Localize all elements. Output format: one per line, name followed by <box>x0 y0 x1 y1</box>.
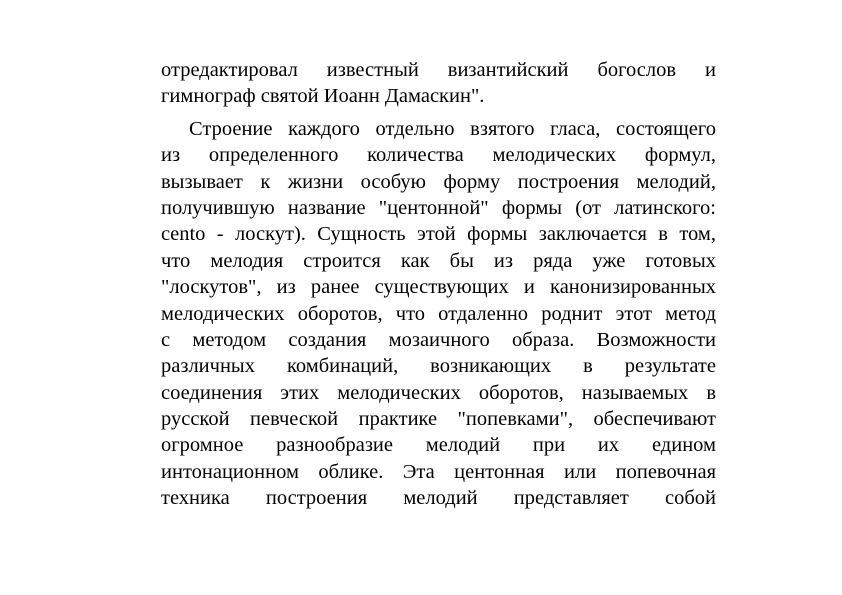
text-line: что мелодия строится как бы из ряда уже готовых <box>161 249 716 272</box>
paragraph-2 <box>161 116 716 512</box>
text-line: из определенного количества мелодических формул, <box>161 144 716 167</box>
text-line: мелодических оборотов, что отдаленно роднит этот метод <box>161 302 716 325</box>
text-line: отредактировал известный византийский богослов и <box>161 59 716 81</box>
paragraph-1 <box>161 57 716 110</box>
text-line: получившую название "центонной" формы (от латинского: <box>161 196 716 219</box>
text-line: с методом создания мозаичного образа. Возможности <box>161 328 716 351</box>
text-line: русской певческой практике "попевками", обеспечивают <box>161 408 716 431</box>
text-line: cento - лоскут). Сущность этой формы заключается в том, <box>161 223 716 246</box>
text-line: гимнограф святой Иоанн Дамаскин". <box>161 85 485 108</box>
text-line: "лоскутов", из ранее существующих и канонизированных <box>161 276 716 299</box>
text-line: интонационном облике. Эта центонная или попевочная <box>161 460 716 483</box>
text-line: соединения этих мелодических оборотов, называемых в <box>161 381 716 404</box>
text-line: вызывает к жизни особую форму построения мелодий, <box>161 170 716 193</box>
text-line: техника построения мелодий представляет собой <box>161 487 716 510</box>
body-text <box>161 57 716 512</box>
text-line: огромное разнообразие мелодий при их едином <box>161 434 716 457</box>
text-line: различных комбинаций, возникающих в результате <box>161 355 716 378</box>
text-line: Строение каждого отдельно взятого гласа, состоящего <box>189 117 716 140</box>
